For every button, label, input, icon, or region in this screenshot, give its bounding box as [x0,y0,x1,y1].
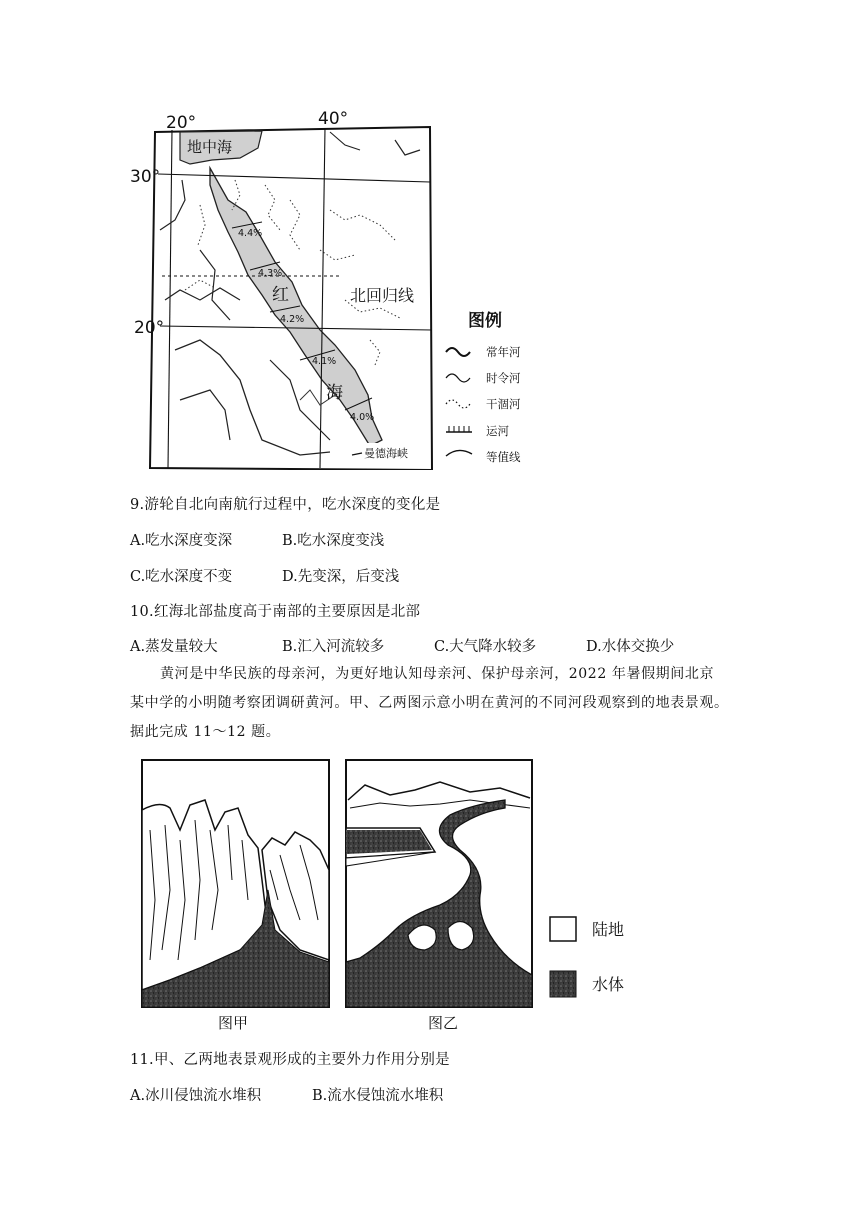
intro-paragraph [130,660,750,747]
figure-jia-caption: 图甲 [218,1014,249,1032]
perennial-river-symbol [446,348,470,356]
legend-land-swatch [550,917,576,941]
q9-option-c: C.吃水深度不变 [130,569,233,585]
lon-20-label: 20° [166,113,197,133]
q11-option-a: A.冰川侵蚀流水堆积 [130,1088,262,1104]
isoline-40: 4.0% [350,412,375,423]
legend-item-isoline: 等值线 [486,450,521,464]
legend-symbols [440,340,480,464]
q11-stem: 11.甲、乙两地表景观形成的主要外力作用分别是 [130,1052,450,1068]
q10-option-c: C.大气降水较多 [434,639,537,655]
intro-line-1: 黄河是中华民族的母亲河，为更好地认知母亲河、保护母亲河，2022 年暑假期间北京 [160,666,715,682]
red-sea-label-1: 红 [272,285,289,305]
legend-item-seasonal: 时令河 [486,371,521,385]
isoline-42: 4.2% [280,314,305,325]
legend-item-perennial: 常年河 [486,345,521,359]
q10-stem: 10.红海北部盐度高于南部的主要原因是北部 [130,604,421,620]
seasonal-river-symbol [446,374,470,382]
lat-30-label: 30° [130,167,161,187]
figure-yi-caption: 图乙 [428,1014,459,1032]
lat-20-label: 20° [134,318,165,338]
isoline-41: 4.1% [312,356,337,367]
q9-option-b: B.吃水深度变浅 [282,533,385,549]
isoline-43: 4.3% [258,268,283,279]
red-sea-label-2: 海 [326,383,343,403]
q9-option-d: D.先变深，后变浅 [282,569,400,585]
dry-river-symbol [446,400,470,408]
q10-option-d: D.水体交换少 [586,639,675,655]
isoline-symbol [446,450,472,456]
lon-40-label: 40° [318,109,349,129]
legend-item-canal: 运河 [486,424,509,438]
landscape-figures [130,755,640,1035]
tropic-label: 北回归线 [350,286,415,305]
legend-water-swatch [550,971,576,997]
q10-option-b: B.汇入河流较多 [282,639,385,655]
q10-option-a: A.蒸发量较大 [130,639,218,655]
parallel-30 [158,174,430,182]
intro-line-3: 据此完成 11～12 题。 [130,724,281,740]
figure-yi [346,760,532,1007]
isoline-44: 4.4% [238,228,263,239]
med-sea-label: 地中海 [187,138,233,156]
intro-line-2: 某中学的小明随考察团调研黄河。甲、乙两图示意小明在黄河的不同河段观察到的地表景观。 [130,695,729,711]
legend-item-dry: 干涸河 [486,397,521,411]
legend-water-label: 水体 [592,975,625,994]
strait-label: 曼德海峡 [364,447,408,460]
figure-jia [142,760,329,1007]
meridian-20 [168,130,172,468]
legend-land-label: 陆地 [592,920,625,939]
map-legend [440,306,550,466]
q11-option-b: B.流水侵蚀流水堆积 [312,1088,444,1104]
q9-stem: 9.游轮自北向南航行过程中，吃水深度的变化是 [130,497,441,513]
q9-option-a: A.吃水深度变深 [130,533,233,549]
legend-title: 图例 [468,311,502,331]
